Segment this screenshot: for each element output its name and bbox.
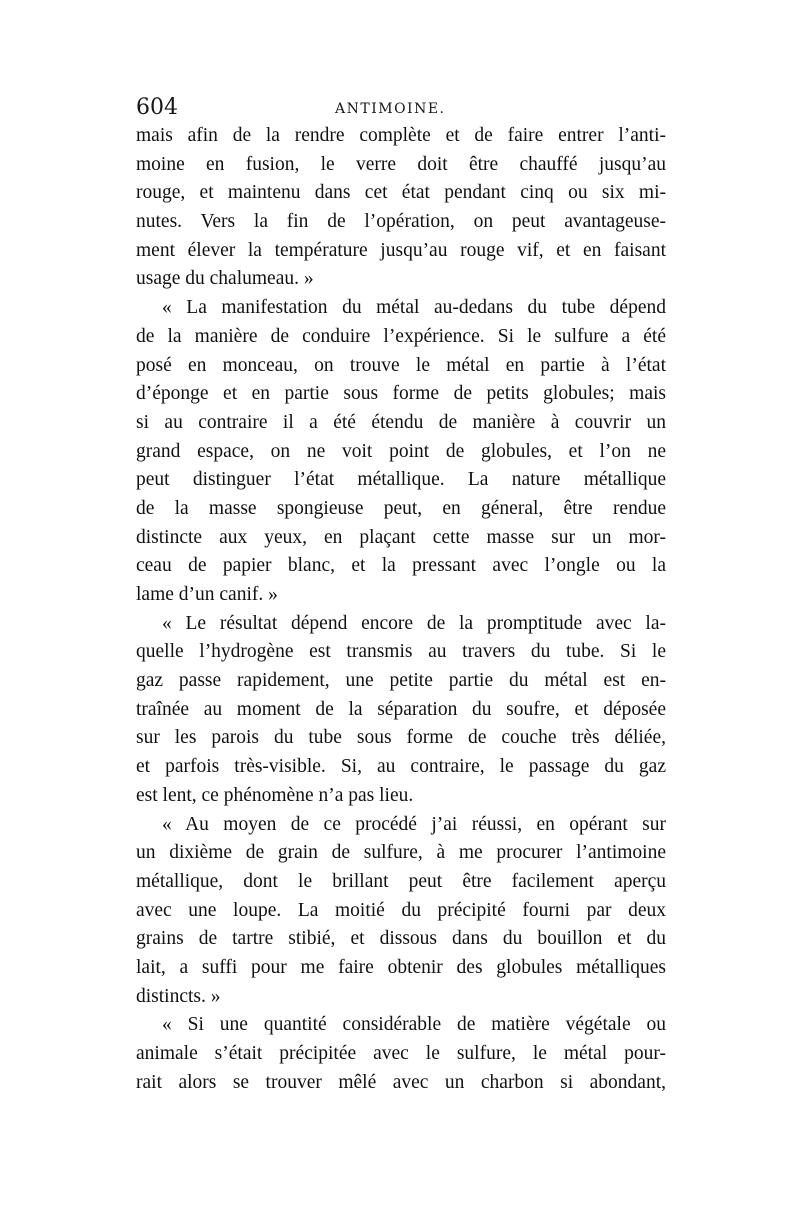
text-line: rouge, et maintenu dans cet état pendant cinq ou six mi-	[136, 182, 666, 204]
running-head: ANTIMOINE.	[335, 101, 446, 117]
text-line: « La manifestation du métal au-dedans du tube dépend	[162, 297, 666, 319]
text-line: est lent, ce phénomène n’a pas lieu.	[136, 784, 414, 806]
page-header	[136, 93, 666, 123]
text-line: « Si une quantité considérable de matière végétale ou	[162, 1014, 666, 1036]
text-line: lait, a suffi pour me faire obtenir des globules métalliques	[136, 956, 666, 978]
text-line: métallique, dont le brillant peut être facilement aperçu	[136, 870, 666, 892]
text-line: quelle l’hydrogène est transmis au travers du tube. Si le	[136, 641, 666, 663]
text-line: d’éponge et en partie sous forme de petits globules; mais	[136, 383, 666, 405]
text-line: lame d’un canif. »	[136, 584, 278, 605]
text-line: « Au moyen de ce procédé j’ai réussi, en opérant sur	[162, 813, 666, 835]
text-line: animale s’était précipitée avec le sulfure, le métal pour-	[136, 1043, 666, 1064]
text-line: distincte aux yeux, en plaçant cette masse sur un mor-	[136, 526, 666, 548]
text-line: usage du chalumeau. »	[136, 268, 314, 290]
text-line: ceau de papier blanc, et la pressant avec l’ongle ou la	[136, 555, 666, 577]
text-line: moine en fusion, le verre doit être chauffé jusqu’au	[136, 153, 666, 175]
text-line: mais afin de la rendre complète et de faire entrer l’anti-	[136, 125, 666, 146]
text-line: gaz passe rapidement, une petite partie du métal est en-	[136, 670, 666, 692]
text-line: sur les parois du tube sous forme de couche très déliée,	[136, 727, 666, 749]
text-line: « Le résultat dépend encore de la promptitude avec la-	[162, 612, 666, 634]
text-line: ment élever la température jusqu’au rouge vif, et en faisant	[136, 239, 666, 261]
text-line: avec une loupe. La moitié du précipité fourni par deux	[136, 899, 666, 921]
text-line: distincts. »	[136, 985, 221, 1007]
text-line: rait alors se trouver mêlé avec un charbon si abondant,	[136, 1071, 666, 1093]
text-line: peut distinguer l’état métallique. La nature métallique	[136, 469, 666, 491]
text-line: un dixième de grain de sulfure, à me procurer l’antimoine	[136, 842, 666, 864]
text-line: grand espace, on ne voit point de globules, et l’on ne	[136, 440, 666, 462]
text-line: et parfois très-visible. Si, au contraire, le passage du gaz	[136, 756, 666, 778]
text-line: traînée au moment de la séparation du soufre, et déposée	[136, 698, 666, 720]
text-line: grains de tartre stibié, et dissous dans du bouillon et du	[136, 928, 666, 950]
body-text	[136, 122, 666, 1097]
text-line: de la manière de conduire l’expérience. Si le sulfure a été	[136, 325, 666, 347]
text-line: posé en monceau, on trouve le métal en partie à l’état	[136, 354, 666, 376]
page-number: 604	[136, 95, 178, 120]
text-line: si au contraire il a été étendu de manière à couvrir un	[136, 411, 666, 433]
text-line: nutes. Vers la fin de l’opération, on peut avantageuse-	[136, 211, 666, 233]
text-line: de la masse spongieuse peut, en géneral, être rendue	[136, 497, 666, 519]
